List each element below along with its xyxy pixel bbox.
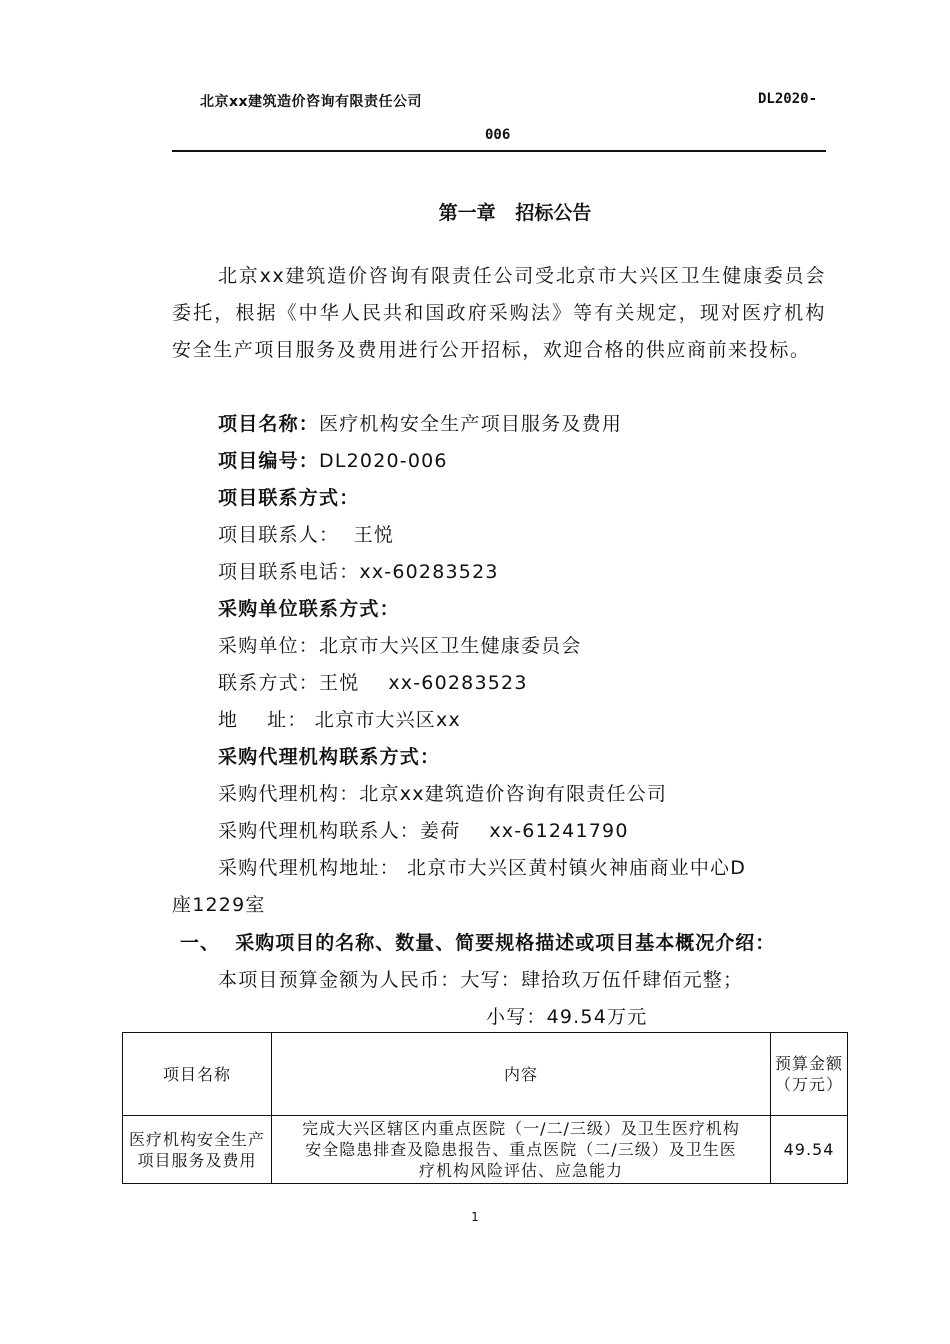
project-code-value: DL2020-006 bbox=[319, 450, 448, 472]
purchaser-contact: 联系方式：王悦 xx-60283523 bbox=[218, 672, 528, 694]
section-1-heading: 一、 采购项目的名称、数量、简要规格描述或项目基本概况介绍： bbox=[180, 932, 776, 954]
page-number: 1 bbox=[471, 1210, 479, 1224]
header-company: 北京xx建筑造价咨询有限责任公司 bbox=[200, 94, 423, 110]
agency-contact: 采购代理机构联系人：姜荷 xx-61241790 bbox=[218, 820, 629, 842]
project-name-value: 医疗机构安全生产项目服务及费用 bbox=[319, 413, 623, 435]
header-budget-amount: 预算金额（万元） bbox=[771, 1033, 848, 1116]
header-code-continued: 006 bbox=[485, 127, 511, 143]
project-code-line bbox=[218, 446, 448, 473]
agency-address-line1: 采购代理机构地址： 北京市大兴区黄村镇火神庙商业中心D bbox=[218, 857, 747, 879]
budget-table bbox=[122, 1032, 848, 1184]
project-contact-phone: 项目联系电话：xx-60283523 bbox=[218, 561, 499, 583]
table-row bbox=[123, 1116, 848, 1184]
agency-heading: 采购代理机构联系方式： bbox=[218, 746, 441, 768]
chapter-title: 第一章 招标公告 bbox=[438, 202, 592, 224]
row-project-name: 医疗机构安全生产项目服务及费用 bbox=[123, 1116, 272, 1184]
purchaser-heading: 采购单位联系方式： bbox=[218, 598, 400, 620]
header-rule bbox=[172, 150, 826, 152]
header-code: DL2020- bbox=[758, 91, 818, 107]
budget-upper: 本项目预算金额为人民币：大写：肆拾玖万伍仟肆佰元整； bbox=[218, 969, 744, 991]
header-project-name: 项目名称 bbox=[123, 1033, 272, 1116]
row-content: 完成大兴区辖区内重点医院（一/二/三级）及卫生医疗机构安全隐患排查及隐患报告、重点医院（二/三级）及卫生医疗机构风险评估、应急能力 bbox=[272, 1116, 771, 1184]
project-contact-person: 项目联系人： 王悦 bbox=[218, 524, 395, 546]
purchaser-address: 地 址： 北京市大兴区xx bbox=[218, 709, 461, 731]
intro-paragraph: 北京xx建筑造价咨询有限责任公司受北京市大兴区卫生健康委员会委托，根据《中华人民共和国政府采购法》等有关规定，现对医疗机构安全生产项目服务及费用进行公开招标，欢迎合格的供应商前来投标。 bbox=[172, 265, 826, 361]
project-name-line bbox=[218, 409, 622, 436]
project-name-label: 项目名称： bbox=[218, 413, 320, 435]
project-code-label: 项目编号： bbox=[218, 450, 320, 472]
row-amount: 49.54 bbox=[771, 1116, 848, 1184]
agency-name: 采购代理机构：北京xx建筑造价咨询有限责任公司 bbox=[218, 783, 668, 805]
header-content: 内容 bbox=[272, 1033, 771, 1116]
purchaser-unit: 采购单位：北京市大兴区卫生健康委员会 bbox=[218, 635, 582, 657]
budget-lower: 小写：49.54万元 bbox=[486, 1006, 648, 1028]
project-contact-heading: 项目联系方式： bbox=[218, 487, 360, 509]
agency-address-line2: 座1229室 bbox=[172, 894, 266, 916]
table-header-row bbox=[123, 1033, 848, 1116]
